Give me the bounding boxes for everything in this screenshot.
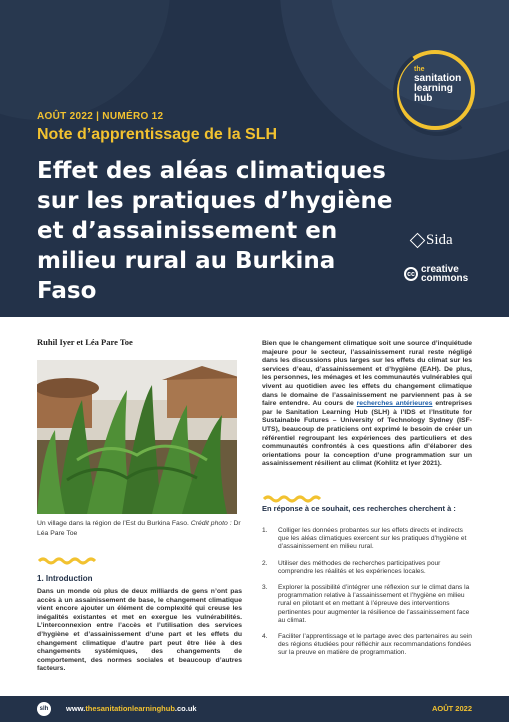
website-link[interactable]: [66, 704, 197, 713]
list-item: [262, 584, 474, 625]
logo-line: sanitation: [414, 73, 462, 84]
cc-line: commons: [421, 273, 469, 284]
list-item: [262, 527, 474, 552]
url-suffix: .co.uk: [174, 704, 197, 713]
village-photo-illustration: [37, 360, 237, 514]
header-banner: [0, 0, 509, 317]
section-heading-introduction: 1. Introduction: [37, 574, 93, 583]
list-text: Explorer la possibilité d’intégrer une réflexion sur le climat dans la programmation relative à l’assainissement et l’hygiène en milieu rural en pilotant et en mettant à l’épreuve des interventions pertinentes pour augmenter la résilience de l’assainissement face au climat.: [278, 584, 470, 624]
paragraph-text: Bien que le changement climatique soit une source d’inquiétude majeure pour le secteur, l’assainissement rural reste négligé dans les discussions plus larges sur les effets du climat sur les services d’eau, d’assainissement et d’hygiène (EAH). De plus, les personnes, les ménages et les communautés vulnérables qui vivent au quotidien avec les effets du changement climatique dans le domaine de l’assainissement ne parviennent pas à se faire entendre. Au cours de: [262, 340, 472, 408]
slh-logo: [414, 66, 470, 104]
sida-logo: [412, 232, 453, 249]
village-photo: [37, 360, 237, 514]
footer-bar: [0, 696, 509, 722]
list-text: Colliger les données probantes sur les effets directs et indirects que les aléas climatiques exercent sur les pratiques d’hygiène et d’assainissement en milieu rural.: [278, 527, 467, 551]
sida-text: Sida: [426, 232, 453, 248]
decorative-circle: [0, 0, 170, 120]
list-text: Utiliser des méthodes de recherches participatives pour comprendre les réalités et les expériences locales.: [278, 559, 441, 575]
introduction-paragraph: Dans un monde où plus de deux milliards de gens n’ont pas accès à un assainissement de base, le changement climatique vient encore ajouter un élément de complexité qui creuse les inégalités existantes et met en exergue les vulnérabilités. L’interconnexion entre l’accès et l’utilisation des services d’hygiène et d’assainissement d’une part et les effets du changement climatique d’autre part peut être liée à des changements systémiques, des changements de comportement, des normes sociales et beaucoup d’autres facteurs.: [37, 588, 242, 673]
cc-icon: cc: [404, 267, 418, 281]
list-item: [262, 633, 474, 658]
paragraph-text: entreprises par le Sanitation Learning Hub (SLH) à l’IDS et l’Institute for Sustainable Futures – University of Technology Sydney (ISF-UTS), beaucoup de praticiens ont exprimé le besoin de créer un référentiel regroupant les expériences des particuliers et des communautés confrontés à ces questions afin d’élaborer des orientations pour la conception d’une programmation sur un assainissement résilient au climat (Kohlitz et Iyer 2021).: [262, 400, 472, 468]
sida-icon: [410, 233, 426, 249]
logo-the: the: [414, 66, 425, 73]
caption-credit-label: Crédit photo :: [190, 520, 232, 527]
cc-line: creative: [421, 264, 459, 275]
list-number: 3.: [262, 584, 268, 592]
series-title: Note d’apprentissage de la SLH: [37, 126, 278, 143]
cc-text: [421, 265, 468, 283]
logo-line: learning: [414, 83, 453, 94]
url-highlight: thesanitationlearninghub: [85, 704, 175, 713]
decorative-squiggle: [37, 557, 97, 565]
caption-text: Un village dans la région de l’Est du Burkina Faso.: [37, 520, 191, 527]
logo-line: hub: [414, 93, 433, 104]
context-paragraph: [262, 340, 472, 469]
list-text: Faciliter l’apprentissage et le partage avec des partenaires au sein des régions étudiées pour réfléchir aux recommandations fondées sur la preuve en matière de programmation.: [278, 633, 472, 657]
list-number: 1.: [262, 527, 268, 534]
list-item: [262, 560, 474, 576]
photo-caption: [37, 519, 242, 539]
list-number: 4.: [262, 633, 268, 641]
previous-research-link[interactable]: recherches antérieures: [356, 400, 433, 408]
list-number: 2.: [262, 559, 268, 567]
objectives-list: [262, 527, 474, 666]
authors: Ruhil Iyer et Léa Pare Toe: [37, 337, 133, 347]
footer-date: AOÛT 2022: [431, 704, 472, 713]
document-title: Effet des aléas climatiques sur les pratiques d’hygiène et d’assainissement en milieu rural au Burkina Faso: [37, 158, 393, 304]
creative-commons-logo: [404, 265, 468, 283]
decorative-squiggle: [262, 495, 322, 503]
caption-credit-name: Dr Léa Pare Toe: [37, 520, 241, 537]
objectives-heading: En réponse à ce souhait, ces recherches cherchent à :: [262, 504, 456, 513]
issue-label: AOÛT 2022 | NUMÉRO 12: [37, 111, 164, 122]
url-prefix: www.: [66, 704, 86, 713]
footer-slh-logo: slh: [37, 702, 51, 716]
